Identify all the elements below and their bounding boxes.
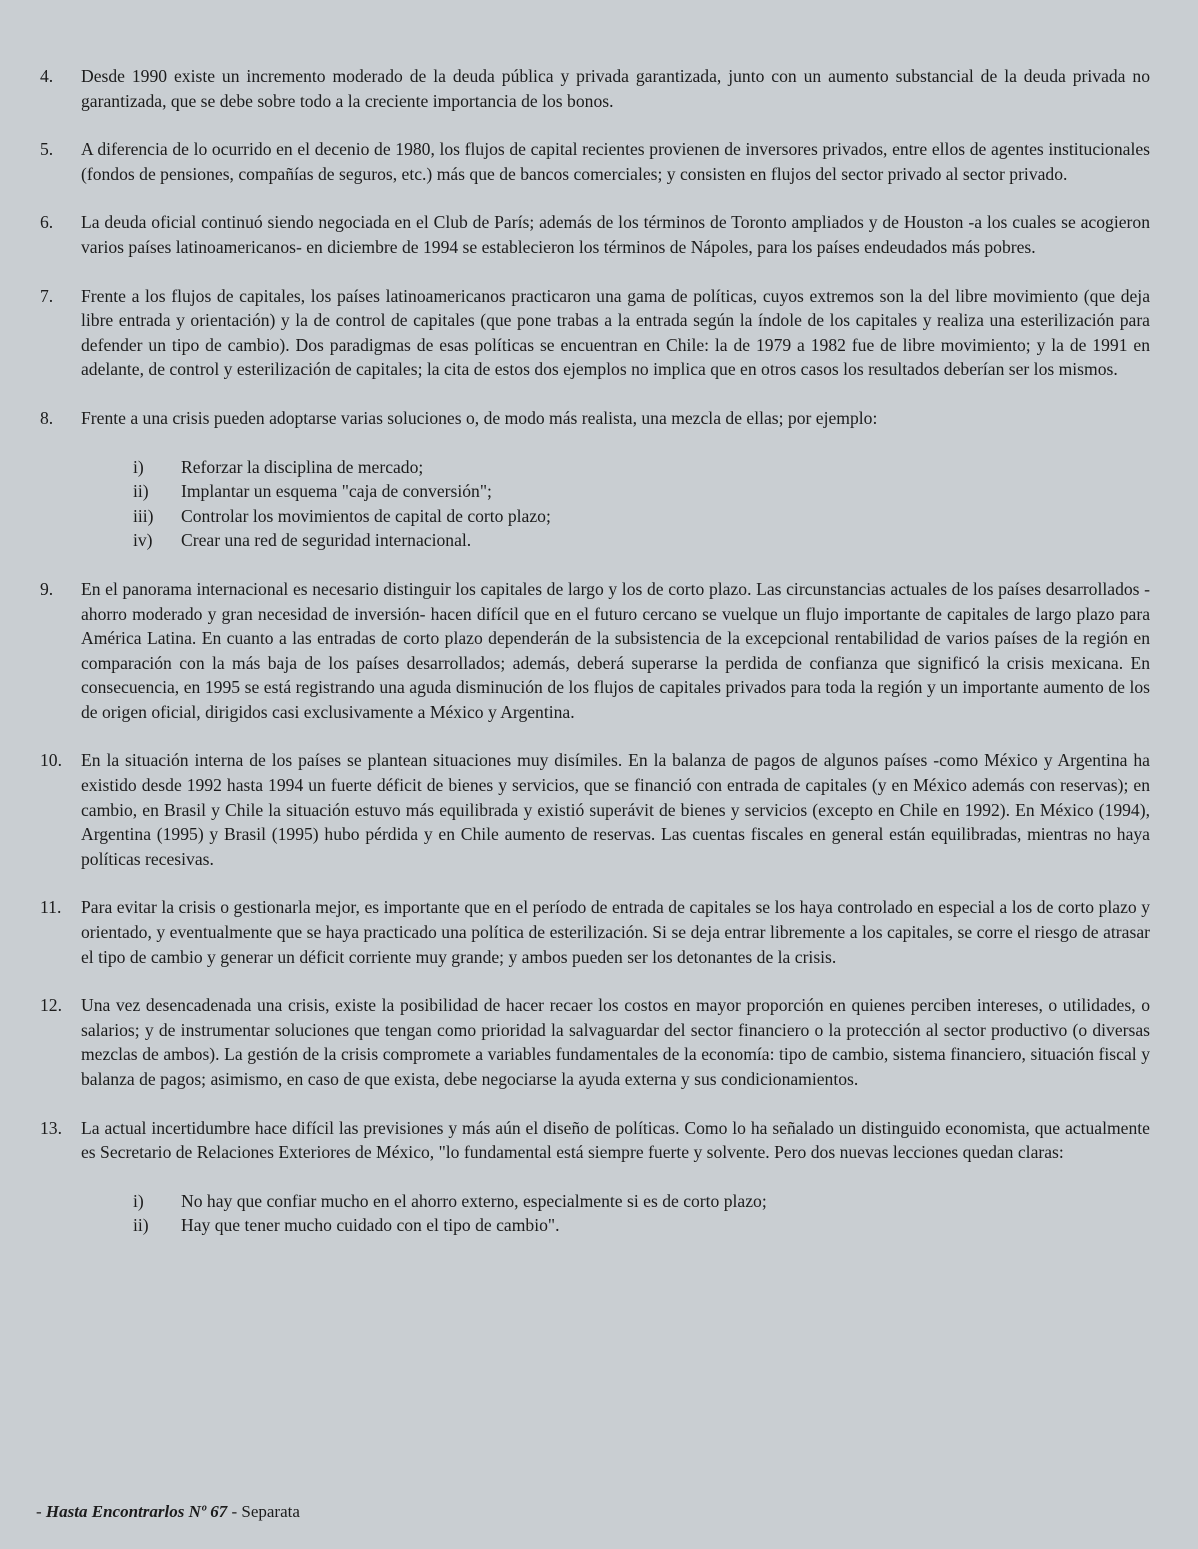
sub-list — [133, 455, 1198, 553]
sub-list-item — [133, 528, 1198, 553]
paragraph-text: Una vez desencadenada una crisis, existe la posibilidad de hacer recaer los costos en mayor proporción en quienes perciben intereses, o utilidades, o salarios; y de instrumentar soluciones que tengan como prioridad la salvaguardar del sector financiero o la protección al sector productivo (o diversas mezclas de ambos). La gestión de la crisis compromete a variables fundamentales de la economía: tipo de cambio, sistema financiero, situación fiscal y balanza de pagos; asimismo, en caso de que exista, debe negociarse la ayuda externa y sus condicionamientos. — [81, 995, 1150, 1089]
paragraph-text: Desde 1990 existe un incremento moderado de la deuda pública y privada garantizada, junto con un aumento substancial de la deuda privada no garantizada, que se debe sobre todo a la creciente importancia de los bonos. — [81, 66, 1150, 111]
paragraph-text: La actual incertidumbre hace difícil las previsiones y más aún el diseño de políticas. Como lo ha señalado un distinguido economista, que actualmente es Secretario de Relaciones Exteriores de México, "lo fundamental está siempre fuerte y solvente. Pero dos nuevas lecciones quedan claras: — [81, 1117, 1150, 1163]
sub-item-text: No hay que confiar mucho en el ahorro externo, especialmente si es de corto plazo; — [181, 1190, 767, 1211]
page-footer — [36, 1500, 300, 1525]
sub-list-item — [133, 1189, 1198, 1214]
sub-item-text: Implantar un esquema "caja de conversión"; — [181, 481, 492, 502]
paragraph-number: 4. — [40, 66, 54, 86]
numbered-paragraph — [0, 748, 1198, 871]
sub-item-marker: i) — [133, 1190, 144, 1211]
paragraph-text: Frente a una crisis pueden adoptarse varias soluciones o, de modo más realista, una mezcla de ellas; por ejemplo: — [81, 407, 878, 428]
numbered-paragraph — [0, 64, 1198, 113]
paragraph-number: 11. — [40, 897, 62, 918]
numbered-paragraph — [0, 137, 1198, 186]
paragraph-number: 9. — [40, 578, 54, 599]
paragraph-number: 10. — [40, 750, 62, 771]
sub-item-text: Controlar los movimientos de capital de corto plazo; — [181, 505, 551, 526]
sub-list-item — [133, 455, 1198, 480]
footer-section: - Separata — [231, 1502, 300, 1521]
numbered-paragraph — [0, 406, 1198, 553]
paragraph-number: 5. — [40, 139, 54, 160]
numbered-paragraph — [0, 895, 1198, 969]
numbered-paragraph — [0, 993, 1198, 1091]
sub-list — [133, 1189, 1198, 1238]
paragraph-text: La deuda oficial continuó siendo negociada en el Club de París; además de los términos de Toronto ampliados y de Houston -a los cuales se acogieron varios países latinoamericanos- en diciembre de 1994 se establecieron los términos de Nápoles, para los países endeudados más pobres. — [81, 212, 1150, 257]
sub-item-marker: ii) — [133, 1215, 149, 1236]
sub-item-marker: iii) — [133, 505, 154, 526]
paragraph-number: 8. — [40, 407, 54, 428]
sub-item-marker: iv) — [133, 530, 153, 551]
numbered-paragraph — [0, 210, 1198, 259]
numbered-paragraph — [0, 284, 1198, 382]
paragraph-text: Para evitar la crisis o gestionarla mejor, es importante que en el período de entrada de capitales se los haya controlado en especial a los de corto plazo y orientado, y eventualmente que se haya practicado una política de esterilización. Si se deja entrar libremente a los capitales, se corre el riesgo de atrasar el tipo de cambio y generar un déficit corriente muy grande; y ambos pueden ser los detonantes de la crisis. — [81, 897, 1150, 967]
paragraph-number: 7. — [40, 285, 54, 306]
sub-item-text: Hay que tener mucho cuidado con el tipo de cambio". — [181, 1215, 560, 1236]
document-body — [0, 64, 1198, 1262]
sub-list-item — [133, 479, 1198, 504]
sub-item-text: Reforzar la disciplina de mercado; — [181, 456, 424, 477]
numbered-paragraph — [0, 577, 1198, 725]
paragraph-text: En el panorama internacional es necesario distinguir los capitales de largo y los de corto plazo. Las circunstancias actuales de los países desarrollados -ahorro moderado y gran necesidad de inversión- hacen difícil que en el futuro cercano se vuelque un flujo importante de capitales de largo plazo para América Latina. En cuanto a las entradas de corto plazo dependerán de la subsistencia de la excepcional rentabilidad de varios países de la región en comparación con la más baja de los países desarrollados; además, deberá superarse la perdida de confianza que significó la crisis mexicana. En consecuencia, en 1995 se está registrando una aguda disminución de los flujos de capitales privados para toda la región y un importante aumento de los de origen oficial, dirigidos casi exclusivamente a México y Argentina. — [81, 578, 1150, 722]
sub-list-item — [133, 1213, 1198, 1238]
paragraph-text: A diferencia de lo ocurrido en el decenio de 1980, los flujos de capital recientes provienen de inversores privados, entre ellos de agentes institucionales (fondos de pensiones, compañías de seguros, etc.) más que de bancos comerciales; y consisten en flujos del sector privado al sector privado. — [81, 139, 1150, 184]
footer-publication-title: Hasta Encontrarlos Nº 67 — [45, 1502, 228, 1521]
paragraph-number: 12. — [40, 995, 62, 1016]
sub-item-marker: i) — [133, 456, 144, 477]
paragraph-number: 6. — [40, 212, 54, 233]
paragraph-text: Frente a los flujos de capitales, los países latinoamericanos practicaron una gama de políticas, cuyos extremos son la del libre movimiento (que deja libre entrada y orientación) y la de control de capitales (que pone trabas a la entrada según la índole de los capitales y realiza una esterilización para defender un tipo de cambio). Dos paradigmas de esas políticas se encuentran en Chile: la de 1979 a 1982 fue de libre movimiento; y la de 1991 en adelante, de control y esterilización de capitales; la cita de estos dos ejemplos no implica que en otros casos los resultados deberían ser los mismos. — [81, 285, 1150, 380]
sub-item-marker: ii) — [133, 481, 149, 502]
sub-list-item — [133, 504, 1198, 529]
footer-dash: - — [36, 1502, 42, 1521]
paragraph-number: 13. — [40, 1117, 62, 1138]
paragraph-text: En la situación interna de los países se plantean situaciones muy disímiles. En la balanza de pagos de algunos países -como México y Argentina ha existido desde 1992 hasta 1994 un fuerte déficit de bienes y servicios, que se financió con entrada de capitales (y en México además con reservas); en cambio, en Brasil y Chile la situación estuvo más equilibrada y existió superávit de bienes y servicios (excepto en Chile en 1992). En México (1994), Argentina (1995) y Brasil (1995) hubo pérdida y en Chile aumento de reservas. Las cuentas fiscales en general están equilibradas, mientras no haya políticas recesivas. — [81, 750, 1150, 869]
numbered-paragraph — [0, 1116, 1198, 1238]
sub-item-text: Crear una red de seguridad internacional. — [181, 530, 472, 551]
